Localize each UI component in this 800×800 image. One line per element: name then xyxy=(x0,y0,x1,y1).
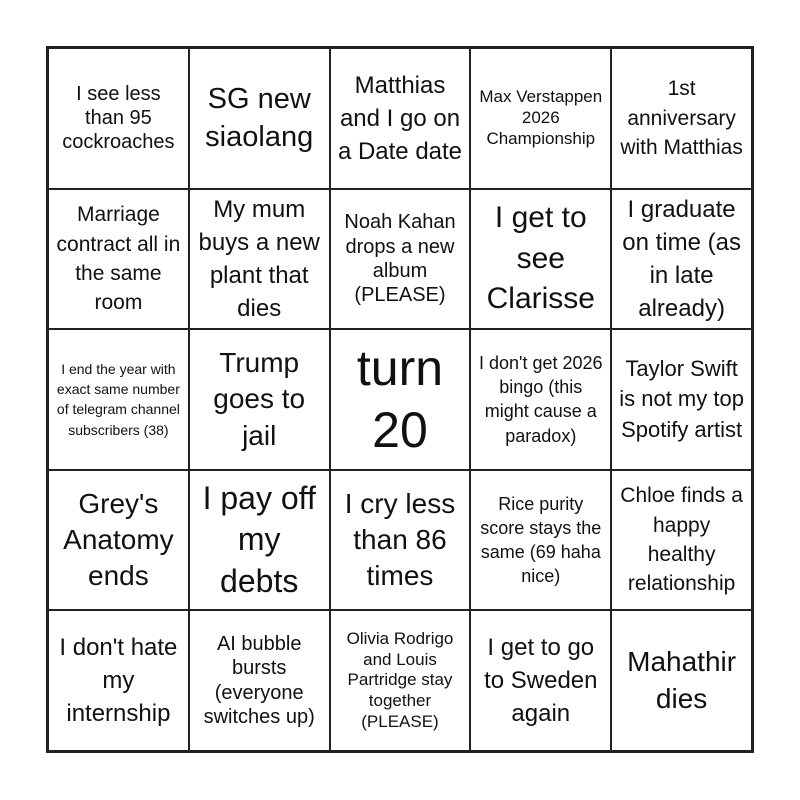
bingo-board xyxy=(46,46,754,753)
bingo-cell-r4c4[interactable] xyxy=(470,470,611,611)
bingo-cell-r4c3[interactable] xyxy=(330,470,471,611)
cell-text: I get to see Clarisse xyxy=(486,201,595,316)
cell-text: Noah Kahan drops a new album (PLEASE) xyxy=(344,211,456,307)
bingo-cell-r1c3[interactable] xyxy=(330,48,471,189)
cell-text: My mum buys a new plant that dies xyxy=(198,195,320,322)
bingo-cell-r2c3[interactable] xyxy=(330,189,471,330)
bingo-cell-r3c2[interactable] xyxy=(189,329,330,470)
bingo-cell-r3c4[interactable] xyxy=(470,329,611,470)
bingo-cell-r5c5[interactable] xyxy=(611,610,752,751)
bingo-cell-r1c1[interactable] xyxy=(48,48,189,189)
bingo-cell-free-center[interactable] xyxy=(330,329,471,470)
cell-text: I don't hate my internship xyxy=(59,634,178,728)
bingo-cell-r3c1[interactable] xyxy=(48,329,189,470)
bingo-cell-r2c5[interactable] xyxy=(611,189,752,330)
cell-text: Mahathir dies xyxy=(627,646,737,714)
bingo-cell-r3c5[interactable] xyxy=(611,329,752,470)
cell-text: Max Verstappen 2026 Championship xyxy=(479,87,603,148)
cell-text: AI bubble bursts (everyone switches up) xyxy=(203,632,315,729)
cell-text: Trump goes to jail xyxy=(213,346,306,451)
cell-text: I don't get 2026 bingo (this might cause a paradox) xyxy=(479,352,603,446)
cell-text: I get to go to Sweden again xyxy=(484,634,598,728)
cell-text: Taylor Swift is not my top Spotify artist xyxy=(619,355,744,442)
bingo-cell-r1c5[interactable] xyxy=(611,48,752,189)
cell-text: Grey's Anatomy ends xyxy=(63,487,174,592)
cell-text: Marriage contract all in the same room xyxy=(56,203,181,315)
cell-text: I end the year with exact same number of telegram channel subscribers (38) xyxy=(56,360,180,438)
cell-text: I cry less than 86 times xyxy=(344,487,456,592)
bingo-cell-r2c1[interactable] xyxy=(48,189,189,330)
cell-text: SG new siaolang xyxy=(205,83,314,154)
bingo-cell-r5c3[interactable] xyxy=(330,610,471,751)
cell-text: I pay off my debts xyxy=(202,479,316,599)
bingo-cell-r5c4[interactable] xyxy=(470,610,611,751)
cell-text: Rice purity score stays the same (69 haha nice) xyxy=(480,493,602,587)
cell-text: 1st anniversary with Matthias xyxy=(620,77,743,159)
bingo-cell-r4c5[interactable] xyxy=(611,470,752,611)
bingo-cell-r5c2[interactable] xyxy=(189,610,330,751)
bingo-cell-r5c1[interactable] xyxy=(48,610,189,751)
cell-text: Olivia Rodrigo and Louis Partridge stay together (PLEASE) xyxy=(346,628,454,731)
cell-text: Matthias and I go on a Date date xyxy=(337,71,463,165)
cell-text: I graduate on time (as in late already) xyxy=(622,195,741,322)
bingo-cell-r1c4[interactable] xyxy=(470,48,611,189)
cell-text: Chloe finds a happy healthy relationship xyxy=(620,484,743,596)
bingo-cell-r2c2[interactable] xyxy=(189,189,330,330)
bingo-cell-r4c1[interactable] xyxy=(48,470,189,611)
bingo-cell-r2c4[interactable] xyxy=(470,189,611,330)
bingo-cell-r1c2[interactable] xyxy=(189,48,330,189)
cell-text: I see less than 95 cockroaches xyxy=(62,82,175,154)
bingo-cell-r4c2[interactable] xyxy=(189,470,330,611)
cell-text: turn 20 xyxy=(356,339,444,459)
